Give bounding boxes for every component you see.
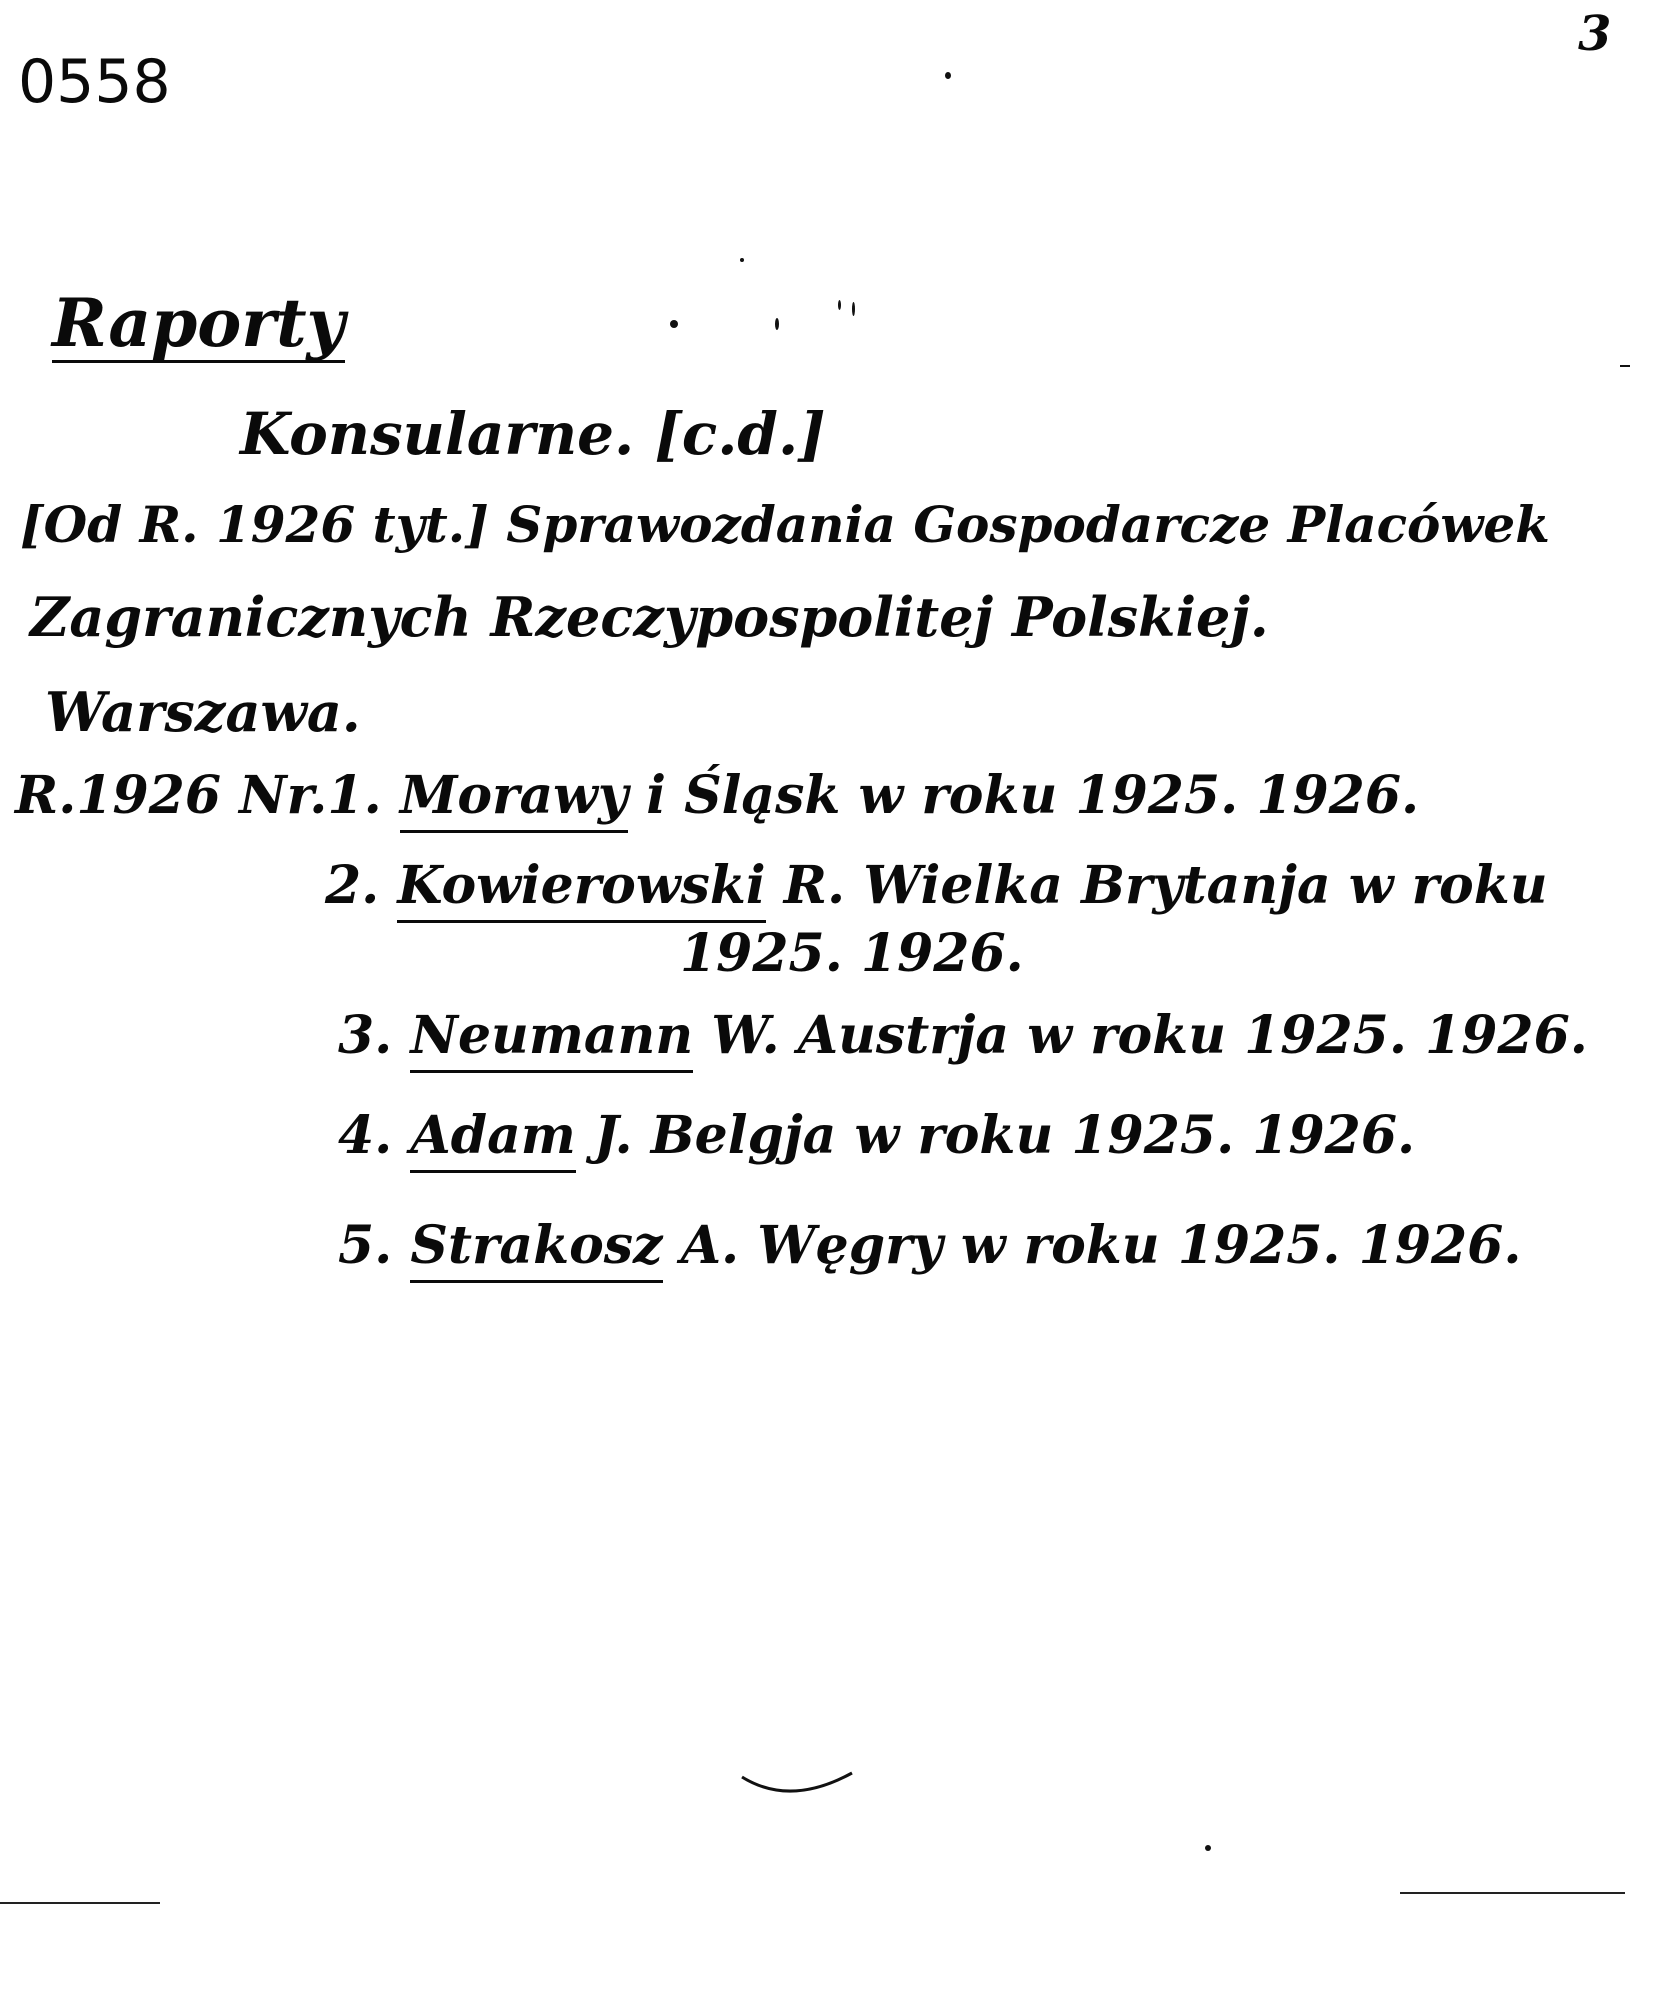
scan-speck [670, 320, 678, 328]
subheading: Konsularne. [c.d.] [240, 400, 826, 468]
entry-number: 2. [325, 855, 380, 916]
entry-text: A. Węgry w roku 1925. 1926. [680, 1215, 1522, 1276]
entry-row-4 [338, 1105, 1416, 1166]
scan-speck [945, 72, 951, 79]
entry-name: Kowierowski [397, 855, 765, 923]
scan-speck [1620, 365, 1630, 367]
entry-text: W. Austrja w roku 1925. 1926. [711, 1005, 1588, 1066]
entry-text: i Śląsk w roku 1925. 1926. [646, 765, 1420, 826]
entry-number: 1. [327, 765, 382, 826]
entry-number: 4. [338, 1105, 393, 1166]
entry-row-1 [15, 765, 1420, 826]
entry-row-3 [338, 1005, 1588, 1066]
scan-edge-line-right [1400, 1892, 1625, 1894]
scan-stroke [740, 1755, 860, 1805]
scan-speck [775, 318, 779, 330]
entry-row-5 [338, 1215, 1522, 1276]
heading: Raporty [52, 284, 345, 362]
entry-name: Neumann [410, 1005, 693, 1073]
page-number: 3 [1578, 6, 1612, 62]
entry-text: R. Wielka Brytanja w roku [783, 855, 1548, 916]
scan-speck [740, 258, 744, 262]
title-line-2: Zagranicznych Rzeczypospolitej Polskiej. [30, 585, 1269, 649]
entry-name: Adam [410, 1105, 575, 1173]
catalog-number: 0558 [18, 47, 171, 117]
entry-number: 5. [338, 1215, 393, 1276]
scan-speck [1205, 1845, 1211, 1851]
entry-name: Morawy [400, 765, 628, 833]
place: Warszawa. [45, 680, 361, 744]
scan-edge-line-left [0, 1902, 160, 1904]
scan-speck [838, 300, 841, 310]
entry-number: 3. [338, 1005, 393, 1066]
entry-name: Strakosz [410, 1215, 662, 1283]
entry-row-2-continuation: 1925. 1926. [680, 923, 1024, 984]
year-issue-prefix: R.1926 Nr. [15, 765, 328, 826]
title-line-1: [Od R. 1926 tyt.] Sprawozdania Gospodarcze Placówek [20, 495, 1550, 554]
entry-row-2 [325, 855, 1548, 916]
entry-text: J. Belgja w roku 1925. 1926. [593, 1105, 1416, 1166]
scan-speck [852, 302, 855, 316]
